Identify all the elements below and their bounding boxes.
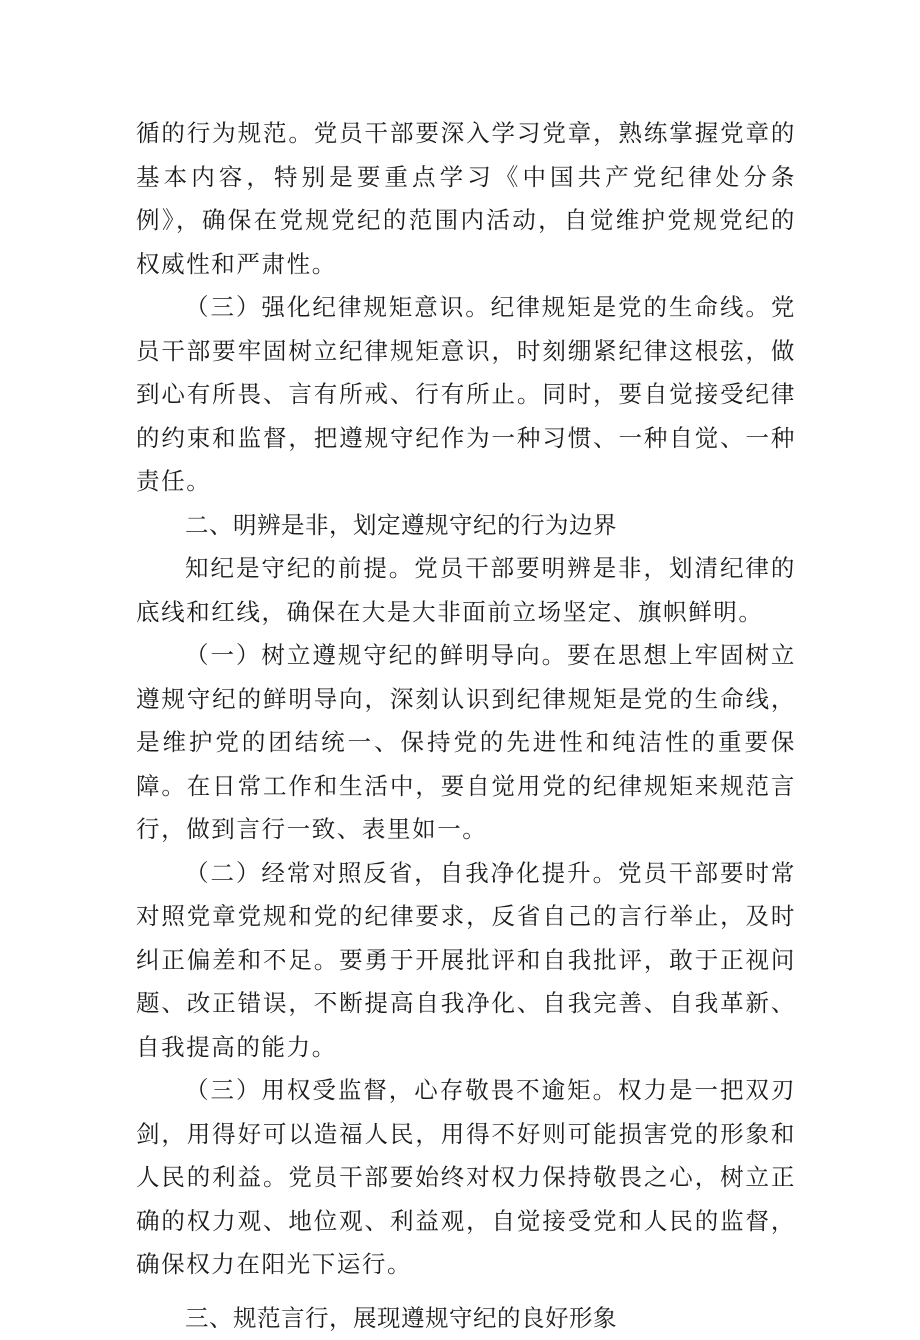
paragraph-5: （二）经常对照反省，自我净化提升。党员干部要时常对照党章党规和党的纪律要求，反省自己的言行举止，及时纠正偏差和不足。要勇于开展批评和自我批评，敢于正视问题、改正错误，不断提高自我净化、自我完善、自我革新、自我提高的能力。 [136, 852, 796, 1070]
paragraph-4: （一）树立遵规守纪的鲜明导向。要在思想上牢固树立遵规守纪的鲜明导向，深刻认识到纪律规矩是党的生命线，是维护党的团结统一、保持党的先进性和纯洁性的重要保障。在日常工作和生活中，要自觉用党的纪律规矩来规范言行，做到言行一致、表里如一。 [136, 634, 796, 852]
paragraph-2: （三）强化纪律规矩意识。纪律规矩是党的生命线。党员干部要牢固树立纪律规矩意识，时刻绷紧纪律这根弦，做到心有所畏、言有所戒、行有所止。同时，要自觉接受纪律的约束和监督，把遵规守纪作为一种习惯、一种自觉、一种责任。 [136, 286, 796, 504]
document-page [136, 112, 796, 1340]
paragraph-6: （三）用权受监督，心存敬畏不逾矩。权力是一把双刃剑，用得好可以造福人民，用得不好则可能损害党的形象和人民的利益。党员干部要始终对权力保持敬畏之心，树立正确的权力观、地位观、利益观，自觉接受党和人民的监督，确保权力在阳光下运行。 [136, 1069, 796, 1287]
section-heading-2: 二、明辨是非，划定遵规守纪的行为边界 [136, 504, 796, 548]
paragraph-3: 知纪是守纪的前提。党员干部要明辨是非，划清纪律的底线和红线，确保在大是大非面前立场坚定、旗帜鲜明。 [136, 547, 796, 634]
section-heading-3: 三、规范言行，展现遵规守纪的良好形象 [136, 1297, 796, 1340]
paragraph-1: 循的行为规范。党员干部要深入学习党章，熟练掌握党章的基本内容，特别是要重点学习《中国共产党纪律处分条例》，确保在党规党纪的范围内活动，自觉维护党规党纪的权威性和严肃性。 [136, 112, 796, 286]
